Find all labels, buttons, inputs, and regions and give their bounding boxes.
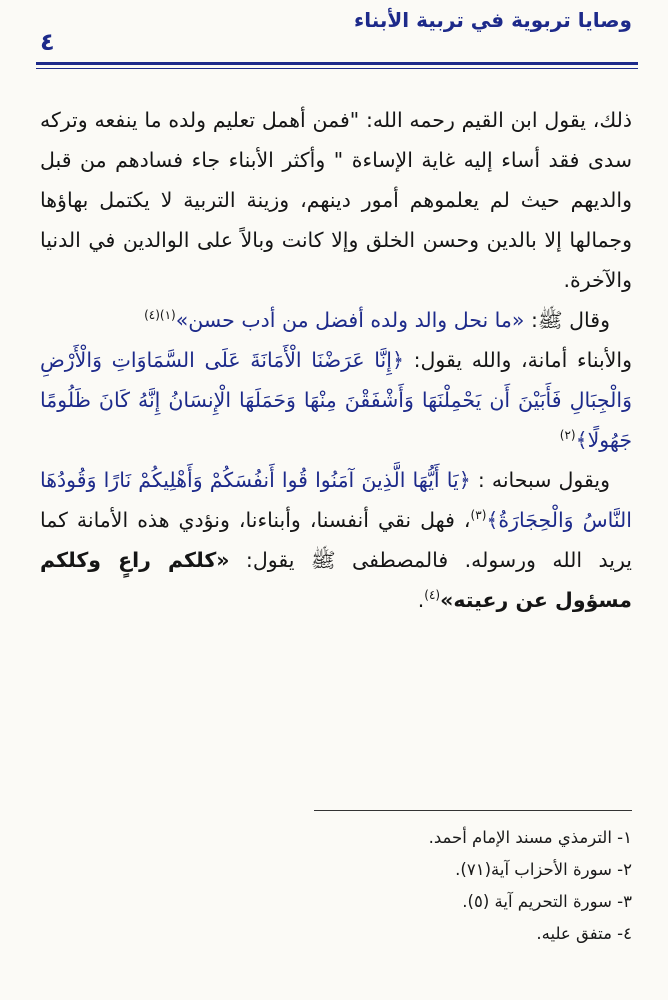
footnote-1: ١- الترمذي مسند الإمام أحمد. xyxy=(428,828,632,847)
footnote-4: ٤- متفق عليه. xyxy=(536,924,632,943)
footnote-2: ٢- سورة الأحزاب آية(٧١). xyxy=(455,860,632,879)
paragraph-2 xyxy=(40,300,632,340)
paragraph-4-intro: ويقول سبحانه : xyxy=(470,468,610,492)
paragraph-3-intro: والأبناء أمانة، والله يقول: xyxy=(403,348,633,372)
running-title: وصايا تربوية في تربية الأبناء xyxy=(353,8,632,32)
footnote-ref-1-4: (١)(٤) xyxy=(144,308,176,323)
footnote-ref-2: (٢) xyxy=(559,428,576,443)
footnote-ref-3: (٣) xyxy=(470,508,487,523)
paragraph-4-rest: ، فهل نقي أنفسنا، وأبناءنا، ونؤدي هذه الأمانة كما يريد الله ورسوله. فالمصطفى ﷺ يقول: xyxy=(40,508,633,572)
paragraph-4 xyxy=(40,460,632,620)
hadith-quote-1: «ما نحل والد ولده أفضل من أدب حسن» xyxy=(175,308,525,332)
body-text xyxy=(40,100,632,620)
footnote-rule xyxy=(314,810,632,811)
header-rule xyxy=(36,62,638,65)
paragraph-4-end: . xyxy=(417,588,425,612)
paragraph-3 xyxy=(40,340,632,460)
paragraph-2-intro: وقال ﷺ: xyxy=(524,308,610,332)
quran-verse-ahzab: ﴿إِنَّا عَرَضْنَا الْأَمَانَةَ عَلَى السَّمَاوَاتِ وَالْأَرْضِ وَالْجِبَالِ فَأَبَيْنَ أَن يَحْمِلْنَهَا وَأَشْفَقْنَ مِنْهَا وَحَمَلَهَا الْإِنسَانُ إِنَّهُ كَانَ ظَلُومًا جَهُولًا﴾ xyxy=(40,348,632,452)
paragraph-1: ذلك، يقول ابن القيم رحمه الله: "فمن أهمل تعليم ولده ما ينفعه وتركه سدى فقد أساء إليه غاية الإساءة " وأكثر الأبناء جاء فسادهم من قبل والديهم حيث لم يعلموهم أمور دينهم، وزينة التربية لا يكتمل بهاؤها وجمالها إلا بالدين وحسن الخلق وإلا كانت وبالاً على الوالدين في الدنيا والآخرة. xyxy=(40,108,632,292)
header-rule-thin xyxy=(36,68,638,69)
page-number: ٤ xyxy=(40,28,55,56)
footnotes xyxy=(429,822,632,950)
quran-verse-tahrim: ﴿يَا أَيُّهَا الَّذِينَ آمَنُوا قُوا أَنفُسَكُمْ وَأَهْلِيكُمْ نَارًا وَقُودُهَا النَّاسُ وَالْحِجَارَةُ﴾ xyxy=(40,468,632,532)
footnote-ref-4: (٤) xyxy=(424,588,441,603)
footnote-3: ٣- سورة التحريم آية (٥). xyxy=(462,892,632,911)
hadith-quote-2: «كلكم راعٍ وكلكم مسؤول عن رعيته» xyxy=(40,548,632,612)
